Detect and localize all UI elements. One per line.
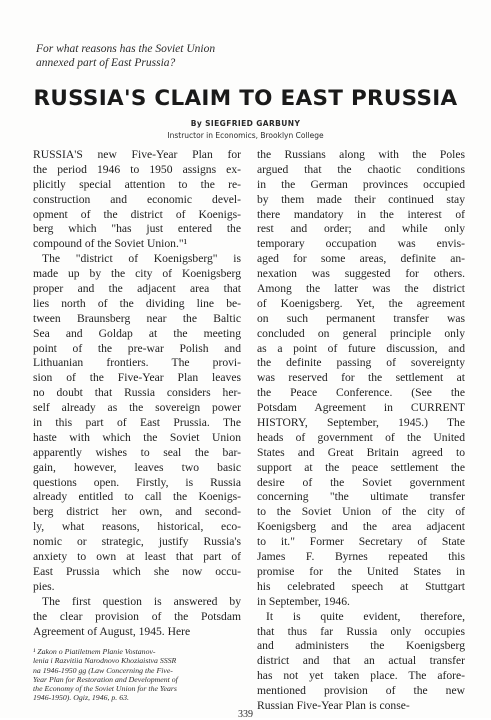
body-text-line: the Peace Conference. (See the — [257, 386, 465, 400]
body-text-line: nexation was suggested for others. — [257, 267, 465, 281]
body-text-line: made up by the city of Koenigsberg — [33, 267, 241, 281]
article-kicker — [36, 42, 256, 70]
body-text-line: plicitly special attention to the re- — [33, 177, 241, 191]
body-text-line: to the Soviet Union of the city of — [257, 505, 465, 519]
body-text-line: berg district her own, and second- — [33, 505, 241, 519]
article-byline: By SIEGFRIED GARBUNY — [190, 119, 301, 128]
body-text-line: in this part of East Prussia. The — [33, 416, 241, 430]
body-text-line: mentioned provision of the new — [257, 684, 465, 698]
body-text-line: Koenigsberg and the area adjacent — [257, 520, 465, 534]
body-text-line: The first question is answered by — [42, 594, 241, 608]
body-text-line: sion of the Five-Year Plan leaves — [33, 371, 241, 385]
kicker-line: annexed part of East Prussia? — [36, 57, 176, 69]
author-affiliation: Instructor in Economics, Brooklyn College — [167, 131, 324, 140]
body-text-line: already entitled to call the Koenigs- — [33, 490, 241, 504]
body-text-line: Potsdam Agreement in CURRENT — [257, 401, 465, 415]
body-text-line: has not yet taken place. The afore- — [257, 669, 465, 683]
body-text-line: promise for the United States in — [257, 564, 465, 578]
body-text-line: The "district of Koenigsberg" is — [42, 252, 241, 266]
body-text-line: heads of government of the United — [257, 430, 465, 444]
body-text-line: to it." Former Secretary of State — [257, 535, 465, 549]
article-title: RUSSIA'S CLAIM TO EAST PRUSSIA — [33, 86, 458, 111]
footnote-line: Year Plan for Restoration and Development of — [33, 674, 178, 684]
body-text-line: RUSSIA'S new Five-Year Plan for — [33, 148, 241, 161]
body-text-line: lies north of the dividing line be- — [33, 296, 241, 310]
body-text-line: questions open. Firstly, is Russia — [33, 475, 241, 489]
body-text-line: argued that the chaotic conditions — [257, 162, 465, 176]
body-text-line: no doubt that Russia considers her- — [33, 386, 241, 400]
body-text-line: States and Great Britain agreed to — [257, 445, 465, 459]
body-text-line: East Prussia which she now occu- — [33, 564, 241, 578]
body-text-line: by them made their continued stay — [257, 192, 465, 206]
body-text-line: and administers the Koenigsberg — [257, 639, 465, 653]
body-text-line: the definite passing of sovereignty — [257, 356, 465, 370]
body-text-line: the Russians along with the Poles — [257, 148, 465, 161]
body-text-line: self already as the sovereign power — [33, 401, 241, 415]
body-text-line: gain, however, leaves two basic — [33, 460, 241, 474]
body-text-line: ly, what reasons, historical, eco- — [33, 520, 241, 534]
body-text-line: proper and the adjacent area that — [33, 282, 241, 296]
body-text-line: Sea and Goldap at the meeting — [33, 326, 241, 340]
footnote-line: 1946-1950). Ogiz, 1946, p. 63. — [33, 693, 129, 703]
body-text-line: compound of the Soviet Union."¹ — [33, 237, 188, 251]
body-text-line: on such permanent transfer was — [257, 311, 465, 325]
right-text-column — [257, 148, 465, 714]
footnote-line: na 1946-1950 gg (Law Concerning the Five- — [33, 665, 173, 675]
body-text-line: anxiety to own at least that part of — [33, 550, 241, 564]
body-text-line: James F. Byrnes repeated this — [257, 550, 465, 564]
footnote-line: ¹ Zakon o Piatiletnem Planie Vostanov- — [33, 647, 156, 656]
body-text-line: district and that an actual transfer — [257, 654, 465, 668]
body-text-line: Russian Five-Year Plan is conse- — [257, 698, 410, 712]
body-text-line: Among the latter was the district — [257, 282, 465, 296]
body-text-line: the period 1946 to 1950 assigns ex- — [33, 162, 241, 176]
body-text-line: tween Braunsberg near the Baltic — [33, 311, 241, 325]
body-text-line: of Koenigsberg. Yet, the agreement — [257, 296, 465, 310]
body-text-line: concluded on general principle only — [257, 326, 465, 340]
body-text-line: his celebrated speech at Stuttgart — [257, 579, 465, 593]
body-text-line: concerning "the ultimate transfer — [257, 490, 465, 504]
body-text-line: in September, 1946. — [257, 594, 350, 608]
body-text-line: desire of the Soviet government — [257, 475, 465, 489]
body-text-line: pies. — [33, 579, 55, 593]
body-text-line: haste with which the Soviet Union — [33, 430, 241, 444]
left-text-column — [33, 148, 241, 639]
body-text-line: support at the peace settlement the — [257, 460, 465, 474]
kicker-line: For what reasons has the Soviet Union — [36, 43, 216, 55]
body-text-line: Lithuanian frontiers. The provi- — [33, 356, 241, 370]
body-text-line: HISTORY, September, 1945.) The — [257, 416, 465, 430]
body-text-line: apparently wishes to seal the bar- — [33, 445, 241, 459]
body-text-line: rest and order; and while only — [257, 222, 465, 236]
body-text-line: Agreement of August, 1945. Here — [33, 624, 191, 638]
footnote-line: lenia i Razvitiia Narodnovo Khoziaistva SSSR — [33, 656, 177, 666]
body-text-line: construction and economic devel- — [33, 192, 241, 206]
body-text-line: in the German provinces occupied — [257, 177, 465, 191]
footnote-line: the Economy of the Soviet Union for the Years — [33, 684, 177, 694]
body-text-line: that thus far Russia only occupies — [257, 624, 465, 638]
body-text-line: was reserved for the settlement at — [257, 371, 465, 385]
body-text-line: the clear provision of the Potsdam — [33, 609, 241, 623]
footnote-block — [33, 647, 241, 703]
body-text-line: It is quite evident, therefore, — [266, 609, 465, 623]
body-text-line: aged for some areas, definite an- — [257, 252, 465, 266]
body-text-line: as a point of future discussion, and — [257, 341, 465, 355]
body-text-line: point of the pre-war Polish and — [33, 341, 241, 355]
page-number: 339 — [238, 709, 253, 720]
body-text-line: there mandatory in the interest of — [257, 207, 465, 221]
body-text-line: nomic or strategic, justify Russia's — [33, 535, 241, 549]
body-text-line: opment of the district of Koenigs- — [33, 207, 241, 221]
body-text-line: temporary occupation was envis- — [257, 237, 465, 251]
body-text-line: berg which "has just entered the — [33, 222, 241, 236]
